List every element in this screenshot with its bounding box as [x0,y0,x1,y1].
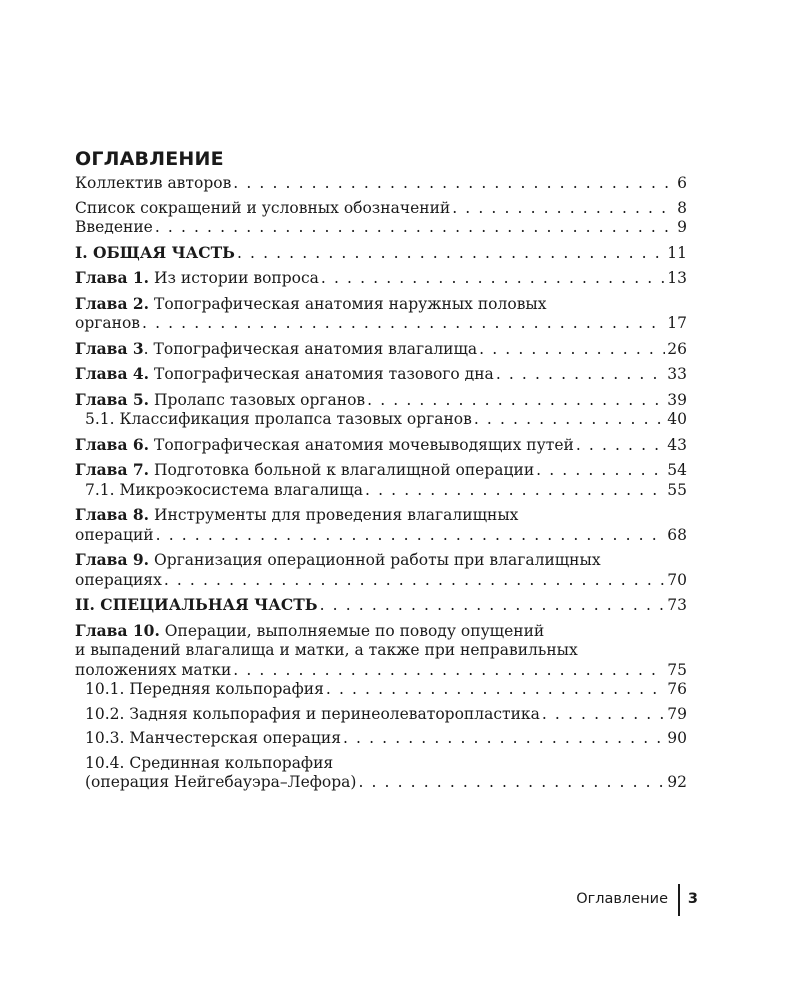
toc-entry-label: Глава 7. [75,460,150,479]
toc-entry-text: Из истории вопроса [154,269,319,287]
toc-part-special[interactable] [75,595,687,616]
dot-leader [542,705,665,725]
toc-entry-chapter-2[interactable] [75,294,687,334]
toc-entry-page: 43 [667,435,687,454]
toc-entry-label: Глава 4. [75,364,150,383]
toc-entry-page: 54 [667,461,687,479]
toc-entry-text-cont: и выпадений влагалища и матки, а также при неправильных [75,641,578,659]
toc-entry-text: 10.3. Манчестерская операция [85,729,341,747]
toc-entry-label: Глава 3 [75,338,144,358]
toc-title: ОГЛАВЛЕНИЕ [75,148,224,170]
toc-entry-page: 40 [667,410,687,428]
toc-entry-label: Глава 2. [75,293,150,313]
dot-leader [233,174,675,194]
toc-entry-label: Глава 10. [75,620,160,640]
toc-entry-page: 92 [667,773,687,791]
footer-section-title: Оглавление [576,891,668,907]
toc-entry-text: . Топографическая анатомия влагалища [143,339,478,358]
toc-entry-label: I. ОБЩАЯ ЧАСТЬ [75,242,235,262]
toc-entry-text: Подготовка больной к влагалищной операции [154,461,535,479]
toc-entry-text: Инструменты для проведения влагалищных [154,506,519,524]
toc-entry-introduction[interactable] [75,218,687,238]
toc-entry-chapter-9[interactable] [75,550,687,590]
dot-leader [367,391,665,411]
dot-leader [343,729,665,749]
dot-leader [320,596,666,616]
toc-entry-page: 55 [667,480,687,499]
toc-part-general[interactable] [75,243,687,264]
footer-divider [678,884,680,916]
toc-entry-chapter-8[interactable] [75,505,687,545]
toc-entry-label: Глава 5. [75,389,150,409]
toc-entry-page: 39 [667,390,687,409]
toc-entry-page: 8 [677,198,687,217]
dot-leader [156,526,666,546]
dot-leader [474,410,665,430]
toc-entry-text: Топографическая анатомия тазового дна [154,365,494,383]
dot-leader [321,269,665,289]
toc-entry-text: 5.1. Классификация пролапса тазовых органов [85,410,472,428]
dot-leader [479,340,665,360]
toc-entry-text: Организация операционной работы при влагалищных [154,551,601,569]
toc-entry-page: 70 [667,570,687,589]
toc-entry-page: 75 [667,660,687,679]
dot-leader [155,218,675,238]
toc-entry-abbreviations[interactable] [75,199,687,219]
dot-leader [365,481,665,501]
toc-entry-authors[interactable] [75,174,687,194]
table-of-contents [75,148,687,793]
toc-entry-page: 79 [667,704,687,723]
toc-entry-section-10-3[interactable] [75,729,687,749]
toc-entry-text: Топографическая анатомия наружных половых [154,294,547,313]
toc-entry-page: 13 [667,269,687,287]
toc-entry-page: 90 [667,729,687,747]
toc-entry-page: 76 [667,680,687,698]
toc-entry-label: Глава 1. [75,268,150,287]
toc-entry-chapter-1[interactable] [75,268,687,289]
toc-entry-text-cont: положениях матки [75,660,232,679]
toc-entry-text-cont: операциях [75,570,162,589]
toc-entry-text: Коллектив авторов [75,174,232,192]
toc-entry-section-10-1[interactable] [75,680,687,700]
toc-entry-chapter-6[interactable] [75,435,687,456]
toc-entry-chapter-7[interactable] [75,460,687,481]
toc-entry-page: 73 [667,596,687,614]
toc-entry-text: 10.1. Передняя кольпорафия [85,680,324,698]
dot-leader [536,461,665,481]
toc-entry-section-7-1[interactable] [75,481,687,501]
dot-leader [576,436,665,456]
toc-entry-page: 6 [677,174,687,192]
toc-entry-page: 17 [667,314,687,332]
toc-entry-text: Топографическая анатомия мочевыводящих путей [154,435,574,454]
dot-leader [164,571,665,591]
toc-entry-text: 10.2. Задняя кольпорафия и перинеолеваторопластика [85,704,540,723]
toc-entry-section-5-1[interactable] [75,410,687,430]
toc-entry-label: Глава 9. [75,550,150,569]
toc-entry-section-10-4[interactable] [75,754,687,793]
toc-entry-text: Список сокращений и условных обозначений [75,198,451,217]
dot-leader [326,680,665,700]
toc-entry-page: 26 [667,339,687,358]
toc-entry-page: 33 [667,365,687,383]
toc-entry-page: 68 [667,525,687,544]
toc-entry-chapter-4[interactable] [75,364,687,385]
toc-entry-text: Введение [75,218,153,236]
toc-entry-text-cont: операций [75,525,154,544]
toc-entry-text: Операции, выполняемые по поводу опущений [164,621,545,640]
toc-entry-label: Глава 8. [75,505,150,524]
toc-entry-section-10-2[interactable] [75,705,687,725]
dot-leader [358,773,665,793]
toc-entry-text: 10.4. Срединная кольпорафия [85,753,334,772]
dot-leader [233,661,665,681]
toc-entry-text-cont: (операция Нейгебауэра–Лефора) [85,773,357,791]
toc-entry-page: 11 [667,243,687,262]
toc-entry-text-cont: органов [75,314,141,332]
toc-entry-chapter-5[interactable] [75,390,687,411]
dot-leader [496,365,665,385]
toc-entry-text: Пролапс тазовых органов [154,390,366,409]
dot-leader [452,199,675,219]
toc-entry-chapter-3[interactable] [75,339,687,360]
page-number: 3 [687,891,698,907]
toc-entry-page: 9 [677,218,687,236]
toc-entry-chapter-10[interactable] [75,621,687,681]
toc-entry-label: Глава 6. [75,434,150,454]
dot-leader [142,314,665,334]
toc-entry-label: II. СПЕЦИАЛЬНАЯ ЧАСТЬ [75,595,318,614]
page-footer [560,884,710,916]
toc-entry-text: 7.1. Микроэкосистема влагалища [85,480,364,499]
dot-leader [237,244,665,264]
